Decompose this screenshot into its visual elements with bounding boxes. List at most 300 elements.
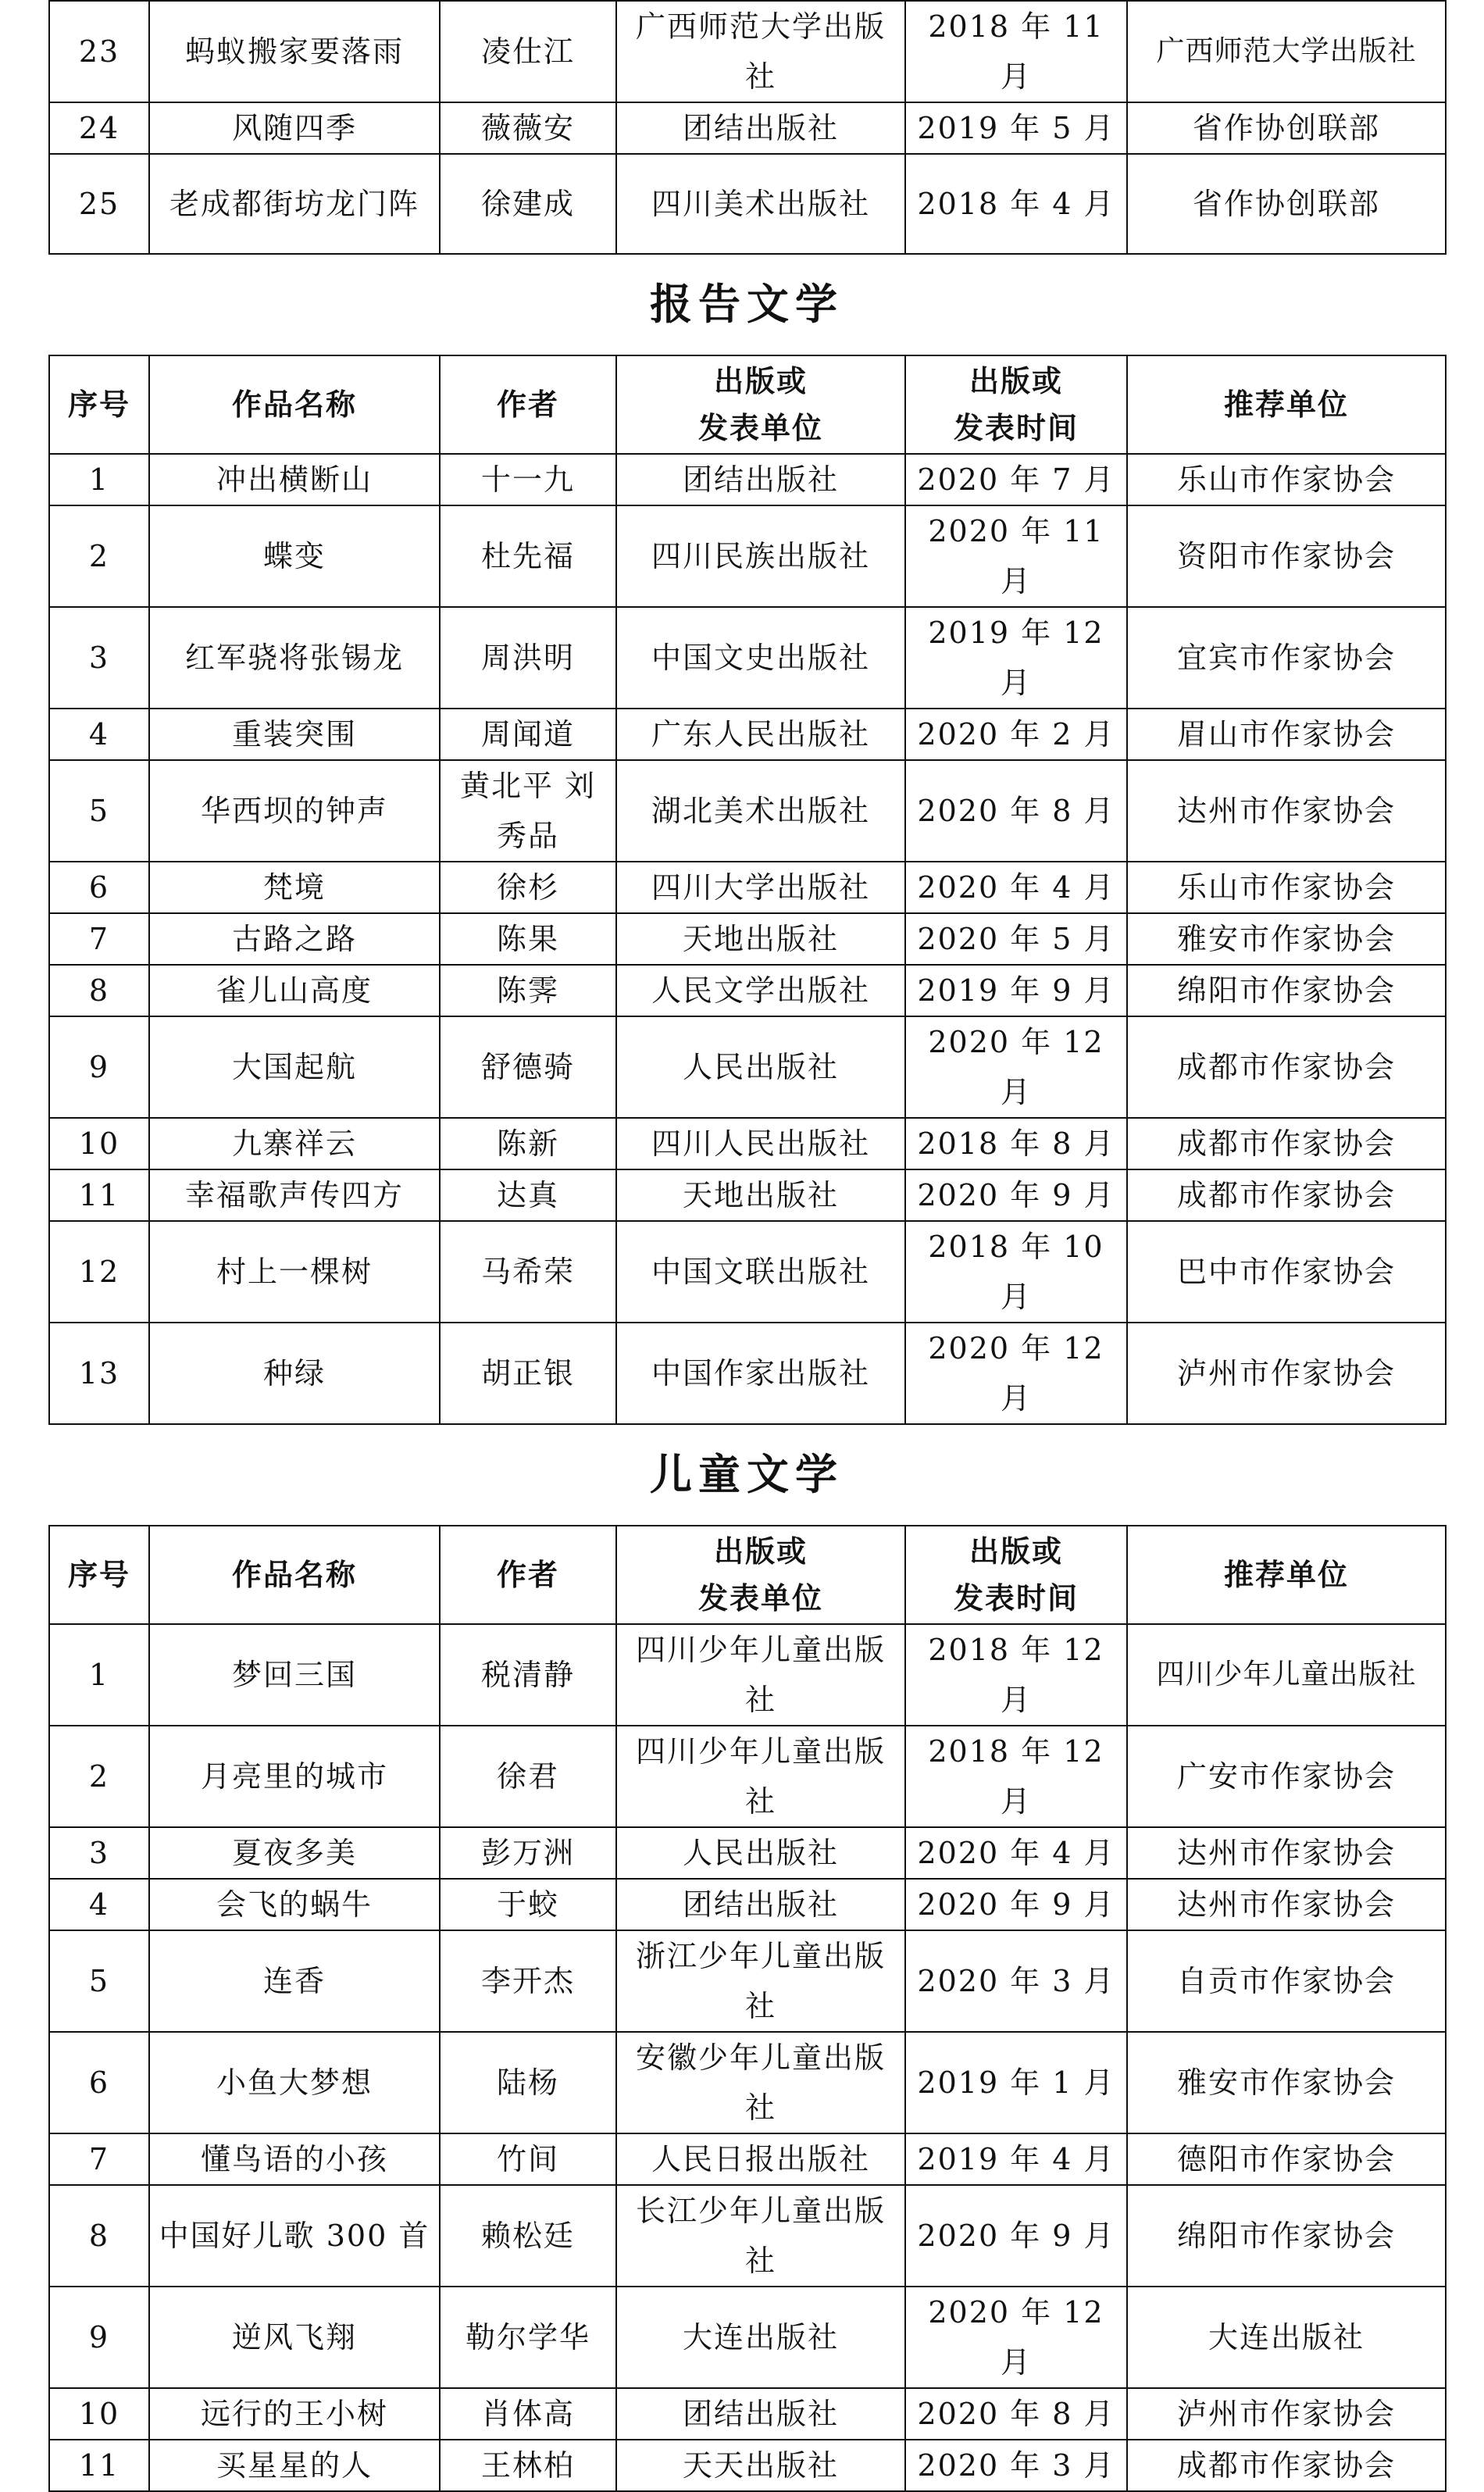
cell-date-text: 2020 年 12 月 — [928, 1331, 1104, 1416]
cell-title-text: 幸福歌声传四方 — [184, 1178, 404, 1212]
cell-no — [49, 1726, 149, 1827]
cell-title — [149, 454, 440, 505]
cell-author-text: 陈新 — [496, 1126, 559, 1161]
table-row — [49, 913, 1446, 965]
cell-recommender-text: 成都市作家协会 — [1176, 1178, 1396, 1212]
cell-publisher-text: 四川人民出版社 — [651, 1126, 870, 1161]
cell-author — [440, 1827, 616, 1879]
cell-recommender — [1127, 1323, 1446, 1424]
cell-date — [905, 760, 1127, 862]
cell-author — [440, 1016, 616, 1118]
cell-no-text: 9 — [88, 2320, 110, 2355]
cell-recommender-text: 达州市作家协会 — [1176, 1836, 1396, 1870]
cell-publisher — [616, 505, 905, 607]
table-row — [49, 2133, 1446, 2185]
cell-publisher — [616, 2287, 905, 2388]
cell-publisher — [616, 2133, 905, 2185]
table-body — [49, 1624, 1446, 2491]
cell-date-text: 2018 年 11 月 — [928, 9, 1104, 94]
cell-publisher-text: 团结出版社 — [682, 1887, 839, 1922]
header-date-line-1: 出版或 — [969, 1534, 1063, 1569]
cell-title — [149, 913, 440, 965]
cell-recommender — [1127, 1624, 1446, 1726]
table-row — [49, 965, 1446, 1016]
cell-recommender-text: 眉山市作家协会 — [1176, 717, 1396, 752]
cell-date-text: 2019 年 9 月 — [917, 973, 1115, 1008]
cell-recommender — [1127, 2185, 1446, 2287]
cell-author — [440, 2388, 616, 2440]
table-row — [49, 1169, 1446, 1221]
cell-publisher-text: 广东人民出版社 — [651, 717, 870, 752]
cell-no-text: 10 — [78, 2397, 120, 2431]
cell-recommender-text: 省作协创联部 — [1192, 111, 1380, 145]
cell-title-text: 中国好儿歌 300 首 — [159, 2219, 430, 2253]
cell-author-text: 徐君 — [496, 1759, 559, 1794]
cell-date-text: 2019 年 4 月 — [917, 2142, 1115, 2176]
cell-author — [440, 1221, 616, 1323]
cell-title — [149, 505, 440, 607]
cell-author-text: 周闻道 — [480, 717, 575, 752]
cell-no-text: 13 — [78, 1356, 120, 1391]
table-row — [49, 1118, 1446, 1169]
header-publisher — [616, 355, 905, 454]
cell-publisher-text: 天地出版社 — [682, 922, 839, 956]
cell-date-text: 2020 年 8 月 — [917, 794, 1115, 828]
cell-publisher — [616, 1016, 905, 1118]
cell-date-text: 2018 年 10 月 — [928, 1230, 1104, 1314]
cell-no — [49, 1624, 149, 1726]
cell-title — [149, 2032, 440, 2133]
cell-date-text: 2020 年 3 月 — [917, 2448, 1115, 2483]
cell-no — [49, 862, 149, 913]
cell-recommender — [1127, 1, 1446, 102]
cell-date — [905, 709, 1127, 760]
header-author: 作者 — [440, 1526, 616, 1624]
cell-author — [440, 862, 616, 913]
cell-no — [49, 1016, 149, 1118]
cell-recommender — [1127, 709, 1446, 760]
cell-title — [149, 2185, 440, 2287]
cell-no-text: 7 — [88, 2142, 110, 2176]
cell-author — [440, 2032, 616, 2133]
table-row — [49, 1879, 1446, 1930]
cell-publisher-text: 广西师范大学出版社 — [635, 9, 886, 94]
cell-author — [440, 1624, 616, 1726]
cell-publisher-text: 中国文史出版社 — [651, 641, 870, 675]
cell-title-text: 冲出横断山 — [216, 462, 373, 497]
table-row — [49, 2287, 1446, 2388]
table-reportage — [48, 355, 1447, 1425]
cell-date — [905, 1169, 1127, 1221]
cell-date — [905, 1624, 1127, 1726]
cell-author-text: 于蛟 — [496, 1887, 559, 1922]
header-date-line-2: 发表时间 — [953, 411, 1079, 445]
cell-publisher-text: 长江少年儿童出版社 — [635, 2194, 886, 2278]
cell-publisher-text: 湖北美术出版社 — [651, 794, 870, 828]
cell-title-text: 红军骁将张锡龙 — [184, 641, 404, 675]
header-no: 序号 — [49, 1526, 149, 1624]
cell-no — [49, 1827, 149, 1879]
header-row — [49, 355, 1446, 454]
cell-publisher — [616, 454, 905, 505]
cell-no — [49, 2133, 149, 2185]
header-publisher — [616, 1526, 905, 1624]
cell-title-text: 蚂蚁搬家要落雨 — [184, 34, 404, 69]
cell-date-text: 2020 年 9 月 — [917, 2219, 1115, 2253]
cell-author-text: 彭万洲 — [480, 1836, 575, 1870]
cell-publisher-text: 中国文联出版社 — [651, 1255, 870, 1289]
table-row — [49, 2032, 1446, 2133]
cell-author — [440, 1726, 616, 1827]
cell-date-text: 2020 年 4 月 — [917, 1836, 1115, 1870]
cell-author-text: 勒尔学华 — [465, 2320, 590, 2355]
cell-no — [49, 1118, 149, 1169]
cell-no — [49, 154, 149, 254]
cell-title — [149, 1221, 440, 1323]
cell-title-text: 九寨祥云 — [231, 1126, 357, 1161]
cell-publisher-text: 四川少年儿童出版社 — [635, 1734, 886, 1819]
cell-author-text: 徐建成 — [480, 187, 575, 221]
header-title: 作品名称 — [149, 1526, 440, 1624]
cell-title-text: 连香 — [262, 1964, 326, 1998]
cell-date — [905, 1221, 1127, 1323]
cell-recommender — [1127, 1169, 1446, 1221]
cell-date-text: 2018 年 8 月 — [917, 1126, 1115, 1161]
header-publisher-line-1: 出版或 — [713, 1534, 808, 1569]
cell-date — [905, 2440, 1127, 2491]
cell-date-text: 2019 年 12 月 — [928, 616, 1104, 700]
cell-title-text: 古路之路 — [231, 922, 357, 956]
cell-date — [905, 965, 1127, 1016]
cell-title — [149, 862, 440, 913]
cell-title-text: 种绿 — [262, 1356, 326, 1391]
cell-no-text: 2 — [88, 539, 110, 573]
cell-recommender-text: 绵阳市作家协会 — [1176, 973, 1396, 1008]
cell-title-text: 重装突围 — [231, 717, 357, 752]
header-no: 序号 — [49, 355, 149, 454]
cell-author-text: 杜先福 — [480, 539, 575, 573]
cell-author — [440, 1169, 616, 1221]
section-title-reportage: 报告文学 — [650, 280, 844, 329]
cell-no — [49, 1879, 149, 1930]
cell-recommender — [1127, 2287, 1446, 2388]
cell-no-text: 23 — [78, 34, 120, 69]
cell-date — [905, 454, 1127, 505]
cell-no — [49, 454, 149, 505]
cell-no — [49, 760, 149, 862]
cell-publisher-text: 四川美术出版社 — [651, 187, 870, 221]
cell-date — [905, 913, 1127, 965]
cell-date — [905, 1323, 1127, 1424]
cell-title-text: 远行的王小树 — [200, 2397, 388, 2431]
cell-publisher-text: 四川少年儿童出版社 — [635, 1633, 886, 1717]
table-childrens — [48, 1525, 1447, 2492]
table-row — [49, 154, 1446, 254]
cell-title — [149, 2287, 440, 2388]
cell-date-text: 2020 年 2 月 — [917, 717, 1115, 752]
header-publisher-line-2: 发表单位 — [697, 411, 823, 445]
cell-date — [905, 1930, 1127, 2032]
cell-recommender-text: 资阳市作家协会 — [1176, 539, 1396, 573]
cell-date-text: 2018 年 12 月 — [928, 1633, 1104, 1717]
cell-author — [440, 760, 616, 862]
cell-recommender-text: 广西师范大学出版社 — [1156, 35, 1417, 67]
cell-no — [49, 2185, 149, 2287]
cell-author-text: 凌仕江 — [480, 34, 575, 69]
table-row — [49, 1, 1446, 102]
cell-no-text: 6 — [88, 870, 110, 905]
cell-date-text: 2019 年 5 月 — [917, 111, 1115, 145]
cell-author — [440, 1879, 616, 1930]
cell-author-text: 陈果 — [496, 922, 559, 956]
cell-no — [49, 2388, 149, 2440]
header-title: 作品名称 — [149, 355, 440, 454]
cell-title — [149, 154, 440, 254]
cell-publisher — [616, 760, 905, 862]
header-date-line-2: 发表时间 — [953, 1581, 1079, 1616]
cell-title — [149, 2388, 440, 2440]
cell-no-text: 7 — [88, 922, 110, 956]
cell-title — [149, 1016, 440, 1118]
cell-date-text: 2020 年 9 月 — [917, 1887, 1115, 1922]
cell-publisher — [616, 1, 905, 102]
cell-publisher — [616, 1827, 905, 1879]
cell-date — [905, 1879, 1127, 1930]
cell-author — [440, 2440, 616, 2491]
cell-no-text: 3 — [88, 641, 110, 675]
cell-recommender — [1127, 154, 1446, 254]
cell-no — [49, 2440, 149, 2491]
cell-date-text: 2020 年 7 月 — [917, 462, 1115, 497]
cell-title-text: 华西坝的钟声 — [200, 794, 388, 828]
cell-publisher — [616, 913, 905, 965]
cell-publisher — [616, 1726, 905, 1827]
cell-no-text: 1 — [88, 462, 110, 497]
cell-title — [149, 1, 440, 102]
cell-recommender-text: 绵阳市作家协会 — [1176, 2219, 1396, 2253]
cell-no-text: 3 — [88, 1836, 110, 1870]
cell-no — [49, 1, 149, 102]
cell-date-text: 2020 年 5 月 — [917, 922, 1115, 956]
cell-date-text: 2020 年 12 月 — [928, 1025, 1104, 1109]
cell-author-text: 赖松廷 — [480, 2219, 575, 2253]
document-page — [48, 0, 1445, 2492]
cell-author-text: 舒德骑 — [480, 1050, 575, 1084]
cell-no-text: 5 — [88, 794, 110, 828]
cell-no-text: 11 — [78, 2448, 120, 2483]
cell-no — [49, 1930, 149, 2032]
section-title-childrens: 儿童文学 — [650, 1450, 844, 1499]
cell-publisher — [616, 709, 905, 760]
cell-recommender — [1127, 760, 1446, 862]
header-author: 作者 — [440, 355, 616, 454]
cell-recommender — [1127, 1118, 1446, 1169]
cell-publisher — [616, 607, 905, 709]
cell-recommender-text: 大连出版社 — [1208, 2320, 1364, 2355]
cell-publisher-text: 人民日报出版社 — [651, 2142, 870, 2176]
cell-publisher-text: 四川大学出版社 — [651, 870, 870, 905]
cell-recommender-text: 四川少年儿童出版社 — [1156, 1658, 1417, 1690]
cell-recommender-text: 宜宾市作家协会 — [1176, 641, 1396, 675]
cell-recommender — [1127, 1726, 1446, 1827]
cell-title — [149, 1726, 440, 1827]
cell-publisher — [616, 154, 905, 254]
cell-title — [149, 1323, 440, 1424]
cell-publisher — [616, 862, 905, 913]
cell-recommender-text: 雅安市作家协会 — [1176, 2065, 1396, 2100]
cell-publisher-text: 天地出版社 — [682, 1178, 839, 1212]
cell-title-text: 梦回三国 — [231, 1658, 357, 1692]
cell-publisher — [616, 1323, 905, 1424]
cell-date — [905, 2185, 1127, 2287]
cell-title-text: 逆风飞翔 — [231, 2320, 357, 2355]
table-row — [49, 505, 1446, 607]
cell-date-text: 2020 年 8 月 — [917, 2397, 1115, 2431]
table-row — [49, 1221, 1446, 1323]
cell-recommender-text: 成都市作家协会 — [1176, 2448, 1396, 2483]
cell-no — [49, 709, 149, 760]
cell-publisher — [616, 2185, 905, 2287]
table-row — [49, 862, 1446, 913]
table-row — [49, 709, 1446, 760]
cell-title — [149, 1169, 440, 1221]
cell-date — [905, 1118, 1127, 1169]
cell-no-text: 4 — [88, 717, 110, 752]
cell-recommender-text: 达州市作家协会 — [1176, 1887, 1396, 1922]
cell-date-text: 2020 年 11 月 — [928, 514, 1104, 598]
table-row — [49, 2440, 1446, 2491]
cell-title-text: 梵境 — [262, 870, 326, 905]
cell-no — [49, 102, 149, 154]
cell-publisher-text: 安徽少年儿童出版社 — [635, 2040, 886, 2125]
cell-recommender — [1127, 102, 1446, 154]
cell-title-text: 风随四季 — [231, 111, 357, 145]
cell-publisher — [616, 1221, 905, 1323]
cell-date — [905, 1016, 1127, 1118]
cell-author — [440, 2287, 616, 2388]
cell-recommender — [1127, 913, 1446, 965]
cell-recommender — [1127, 862, 1446, 913]
cell-author — [440, 154, 616, 254]
cell-recommender-text: 乐山市作家协会 — [1176, 870, 1396, 905]
cell-recommender — [1127, 505, 1446, 607]
cell-publisher-text: 团结出版社 — [682, 462, 839, 497]
cell-publisher-text: 团结出版社 — [682, 111, 839, 145]
cell-no — [49, 913, 149, 965]
header-date — [905, 355, 1127, 454]
cell-publisher-text: 中国作家出版社 — [651, 1356, 870, 1391]
cell-no — [49, 607, 149, 709]
cell-no-text: 12 — [78, 1255, 120, 1289]
table-row — [49, 1016, 1446, 1118]
cell-date — [905, 2287, 1127, 2388]
cell-publisher-text: 人民文学出版社 — [651, 973, 870, 1008]
cell-title — [149, 965, 440, 1016]
cell-author — [440, 913, 616, 965]
cell-author-text: 周洪明 — [480, 641, 575, 675]
cell-recommender-text: 达州市作家协会 — [1176, 794, 1396, 828]
cell-title-text: 村上一棵树 — [216, 1255, 373, 1289]
cell-recommender-text: 雅安市作家协会 — [1176, 922, 1396, 956]
table-row — [49, 454, 1446, 505]
header-recommender: 推荐单位 — [1127, 1526, 1446, 1624]
cell-title-text: 小鱼大梦想 — [216, 2065, 373, 2100]
cell-title-text: 买星星的人 — [216, 2448, 373, 2483]
cell-title-text: 懂鸟语的小孩 — [200, 2142, 388, 2176]
cell-publisher-text: 大连出版社 — [682, 2320, 839, 2355]
cell-title — [149, 760, 440, 862]
cell-publisher — [616, 1118, 905, 1169]
table-continuation — [48, 0, 1447, 255]
cell-title — [149, 1930, 440, 2032]
cell-title — [149, 607, 440, 709]
cell-no — [49, 1221, 149, 1323]
cell-no-text: 9 — [88, 1050, 110, 1084]
cell-title — [149, 102, 440, 154]
cell-author-text: 胡正银 — [480, 1356, 575, 1391]
cell-date — [905, 505, 1127, 607]
cell-author — [440, 102, 616, 154]
cell-date — [905, 1827, 1127, 1879]
cell-date — [905, 2133, 1127, 2185]
cell-no-text: 8 — [88, 973, 110, 1008]
cell-title — [149, 1879, 440, 1930]
cell-recommender — [1127, 2440, 1446, 2491]
table-row — [49, 102, 1446, 154]
cell-publisher — [616, 2388, 905, 2440]
cell-author-text: 竹间 — [496, 2142, 559, 2176]
cell-recommender-text: 泸州市作家协会 — [1176, 1356, 1396, 1391]
cell-recommender — [1127, 2388, 1446, 2440]
cell-author-text: 徐杉 — [496, 870, 559, 905]
header-publisher-line-1: 出版或 — [713, 364, 808, 398]
cell-author-text: 马希荣 — [480, 1255, 575, 1289]
cell-title-text: 月亮里的城市 — [200, 1759, 388, 1794]
cell-author-text: 达真 — [496, 1178, 559, 1212]
cell-publisher — [616, 1930, 905, 2032]
table-row — [49, 1827, 1446, 1879]
cell-author — [440, 454, 616, 505]
cell-date — [905, 154, 1127, 254]
table-row — [49, 1726, 1446, 1827]
cell-recommender-text: 省作协创联部 — [1192, 187, 1380, 221]
cell-recommender-text: 泸州市作家协会 — [1176, 2397, 1396, 2431]
cell-author — [440, 2185, 616, 2287]
table-row — [49, 760, 1446, 862]
cell-no-text: 5 — [88, 1964, 110, 1998]
header-recommender: 推荐单位 — [1127, 355, 1446, 454]
cell-recommender-text: 自贡市作家协会 — [1176, 1964, 1396, 1998]
cell-publisher — [616, 1624, 905, 1726]
cell-no — [49, 2287, 149, 2388]
cell-author — [440, 2133, 616, 2185]
cell-recommender — [1127, 1930, 1446, 2032]
cell-author — [440, 709, 616, 760]
cell-date-text: 2020 年 4 月 — [917, 870, 1115, 905]
cell-recommender — [1127, 965, 1446, 1016]
cell-no-text: 2 — [88, 1759, 110, 1794]
cell-publisher — [616, 102, 905, 154]
cell-recommender — [1127, 1879, 1446, 1930]
cell-recommender-text: 成都市作家协会 — [1176, 1050, 1396, 1084]
cell-publisher — [616, 1169, 905, 1221]
cell-date — [905, 1, 1127, 102]
header-row — [49, 1526, 1446, 1624]
cell-title-text: 老成都街坊龙门阵 — [169, 187, 419, 221]
cell-date-text: 2020 年 12 月 — [928, 2295, 1104, 2380]
cell-title — [149, 2440, 440, 2491]
cell-recommender — [1127, 454, 1446, 505]
